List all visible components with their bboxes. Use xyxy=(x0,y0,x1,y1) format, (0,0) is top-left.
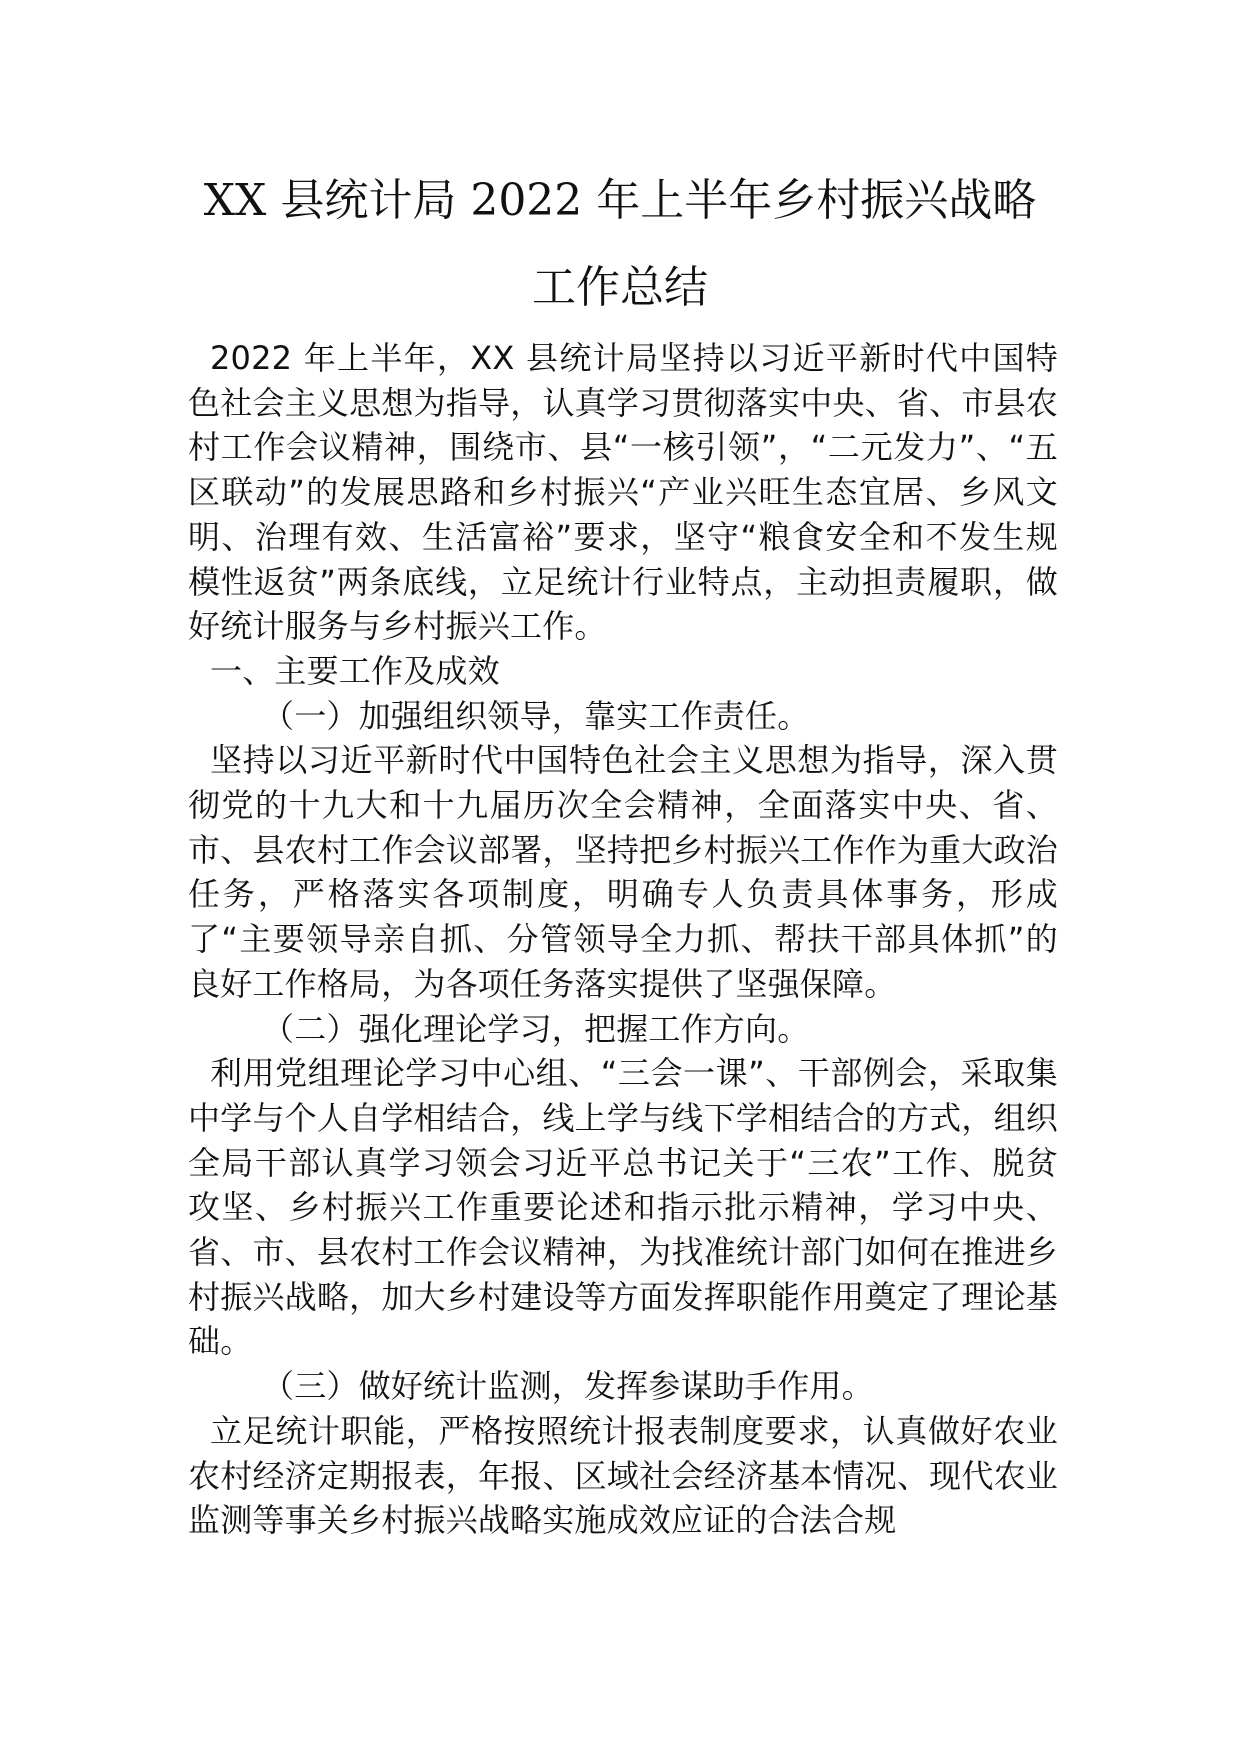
subsection-2-paragraph: 利用党组理论学习中心组、“三会一课”、干部例会，采取集中学与个人自学相结合，线上学与线下学相结合的方式，组织全局干部认真学习领会习近平总书记关于“三农”工作、脱贫攻坚、乡村振兴工作重要论述和指示批示精神，学习中央、省、市、县农村工作会议精神，为找准统计部门如何在推进乡村振兴战略，加大乡村建设等方面发挥职能作用奠定了理论基础。 xyxy=(188,1054,1058,1361)
document-title-line-2: 工作总结 xyxy=(532,262,708,313)
subsection-1-heading: （一）加强组织领导，靠实工作责任。 xyxy=(262,696,810,735)
document-body xyxy=(188,336,1058,1543)
subsection-2-heading: （二）强化理论学习，把握工作方向。 xyxy=(262,1009,810,1048)
intro-paragraph: 2022 年上半年，XX 县统计局坚持以习近平新时代中国特色社会主义思想为指导，认真学习贯彻落实中央、省、市县农村工作会议精神，围绕市、县“一核引领”，“二元发力”、“五区联动”的发展思路和乡村振兴“产业兴旺生态宜居、乡风文明、治理有效、生活富裕”要求，坚守“粮食安全和不发生规模性返贫”两条底线，立足统计行业特点，主动担责履职，做好统计服务与乡村振兴工作。 xyxy=(188,339,1058,646)
subsection-3-paragraph: 立足统计职能，严格按照统计报表制度要求，认真做好农业农村经济定期报表，年报、区域社会经济基本情况、现代农业监测等事关乡村振兴战略实施成效应证的合法合规 xyxy=(188,1411,1058,1540)
subsection-1-paragraph: 坚持以习近平新时代中国特色社会主义思想为指导，深入贯彻党的十九大和十九届历次全会精神，全面落实中央、省、市、县农村工作会议部署，坚持把乡村振兴工作作为重大政治任务，严格落实各项制度，明确专人负责具体事务，形成了“主要领导亲自抓、分管领导全力抓、帮扶干部具体抓”的良好工作格局，为各项任务落实提供了坚强保障。 xyxy=(188,741,1058,1003)
document-title-line-1: XX 县统计局 2022 年上半年乡村振兴战略 xyxy=(203,175,1037,226)
subsection-3-heading: （三）做好统计监测，发挥参谋助手作用。 xyxy=(262,1367,874,1406)
section-1-heading: 一、主要工作及成效 xyxy=(210,651,500,690)
